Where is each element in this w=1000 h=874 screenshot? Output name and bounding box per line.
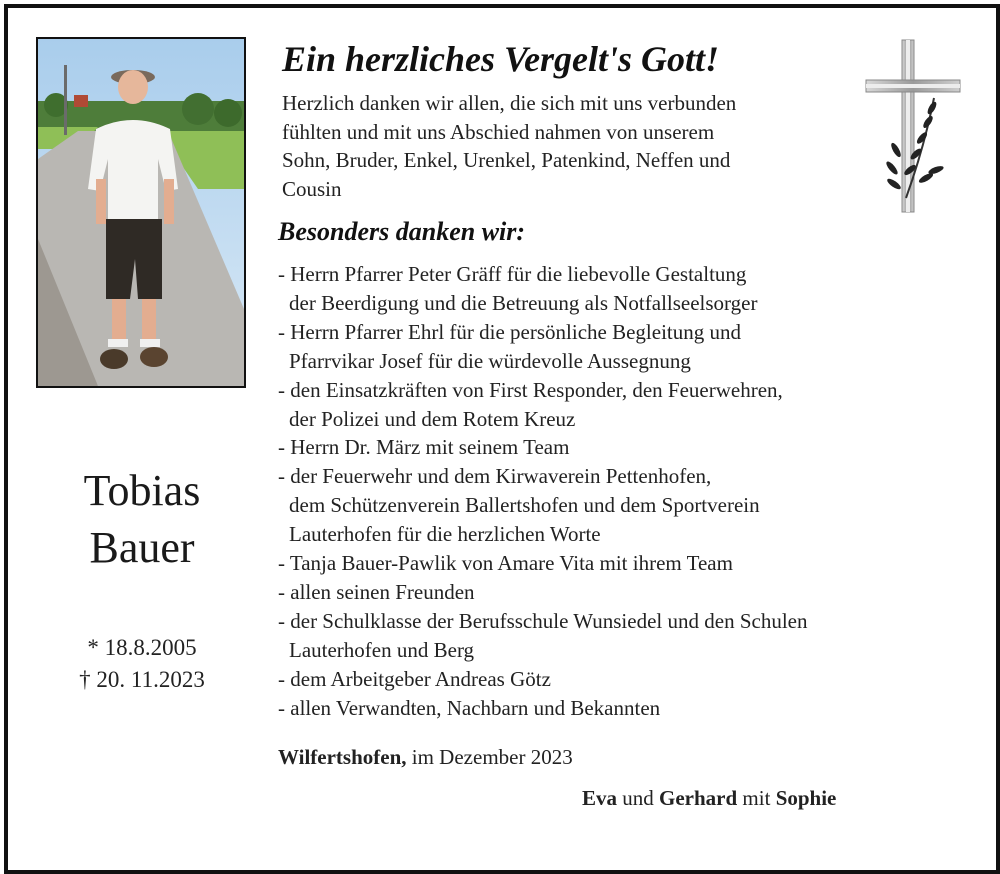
notice-heading: Ein herzliches Vergelt's Gott!: [282, 39, 720, 79]
thanks-line: - den Einsatzkräften von First Responder, den Feuerwehren,: [278, 377, 783, 402]
thanks-line: - der Schulklasse der Berufsschule Wunsiedel und den Schulen: [278, 608, 808, 633]
thanks-line: - dem Arbeitgeber Andreas Götz: [278, 666, 551, 691]
thanks-line: - der Feuerwehr und dem Kirwaverein Pettenhofen,: [278, 464, 712, 489]
last-name: Bauer: [89, 523, 195, 572]
thanks-list: [278, 260, 968, 723]
thanks-line: Lauterhofen für die herzlichen Worte: [289, 522, 601, 547]
thanks-line: - Herrn Dr. März mit seinem Team: [278, 435, 570, 460]
intro-line: Sohn, Bruder, Enkel, Urenkel, Patenkind, Neffen und: [282, 148, 731, 172]
portrait-photo: [36, 37, 246, 388]
cross-with-laurel-icon: [864, 38, 962, 214]
family-name-gerhard: Gerhard: [659, 786, 738, 810]
thanks-line: Lauterhofen und Berg: [289, 637, 475, 662]
place-name: Wilfertshofen,: [278, 745, 407, 769]
birth-date: * 18.8.2005: [87, 635, 197, 660]
intro-text: [282, 89, 842, 203]
family-signature: [582, 786, 836, 811]
intro-line: fühlten und mit uns Abschied nahmen von unserem: [282, 119, 715, 144]
family-with: mit: [737, 786, 776, 810]
first-name: Tobias: [83, 466, 201, 515]
family-and: und: [617, 786, 660, 810]
thanks-line: - allen seinen Freunden: [278, 579, 475, 604]
thanks-line: - Herrn Pfarrer Peter Gräff für die liebevolle Gestaltung: [278, 262, 747, 286]
date-text: im Dezember 2023: [406, 745, 573, 769]
intro-line: Herzlich danken wir allen, die sich mit uns verbunden: [282, 91, 737, 115]
place-date: [278, 745, 573, 770]
thanks-line: der Beerdigung und die Betreuung als Notfallseelsorger: [289, 290, 758, 315]
family-name-eva: Eva: [582, 786, 618, 810]
family-name-sophie: Sophie: [775, 786, 837, 810]
thanks-line: Pfarrvikar Josef für die würdevolle Aussegnung: [289, 348, 691, 373]
thanks-line: - allen Verwandten, Nachbarn und Bekannten: [278, 695, 661, 720]
intro-line: Cousin: [282, 176, 342, 201]
thanks-line: der Polizei und dem Rotem Kreuz: [289, 406, 576, 431]
thanks-line: - Herrn Pfarrer Ehrl für die persönliche Begleitung und: [278, 319, 742, 344]
death-date: † 20. 11.2023: [79, 667, 205, 692]
deceased-name: [40, 462, 244, 576]
thanks-line: - Tanja Bauer-Pawlik von Amare Vita mit ihrem Team: [278, 551, 733, 576]
life-dates: [40, 632, 244, 696]
thanks-line: dem Schützenverein Ballertshofen und dem Sportverein: [289, 493, 760, 518]
thanks-heading: Besonders danken wir:: [278, 217, 526, 246]
